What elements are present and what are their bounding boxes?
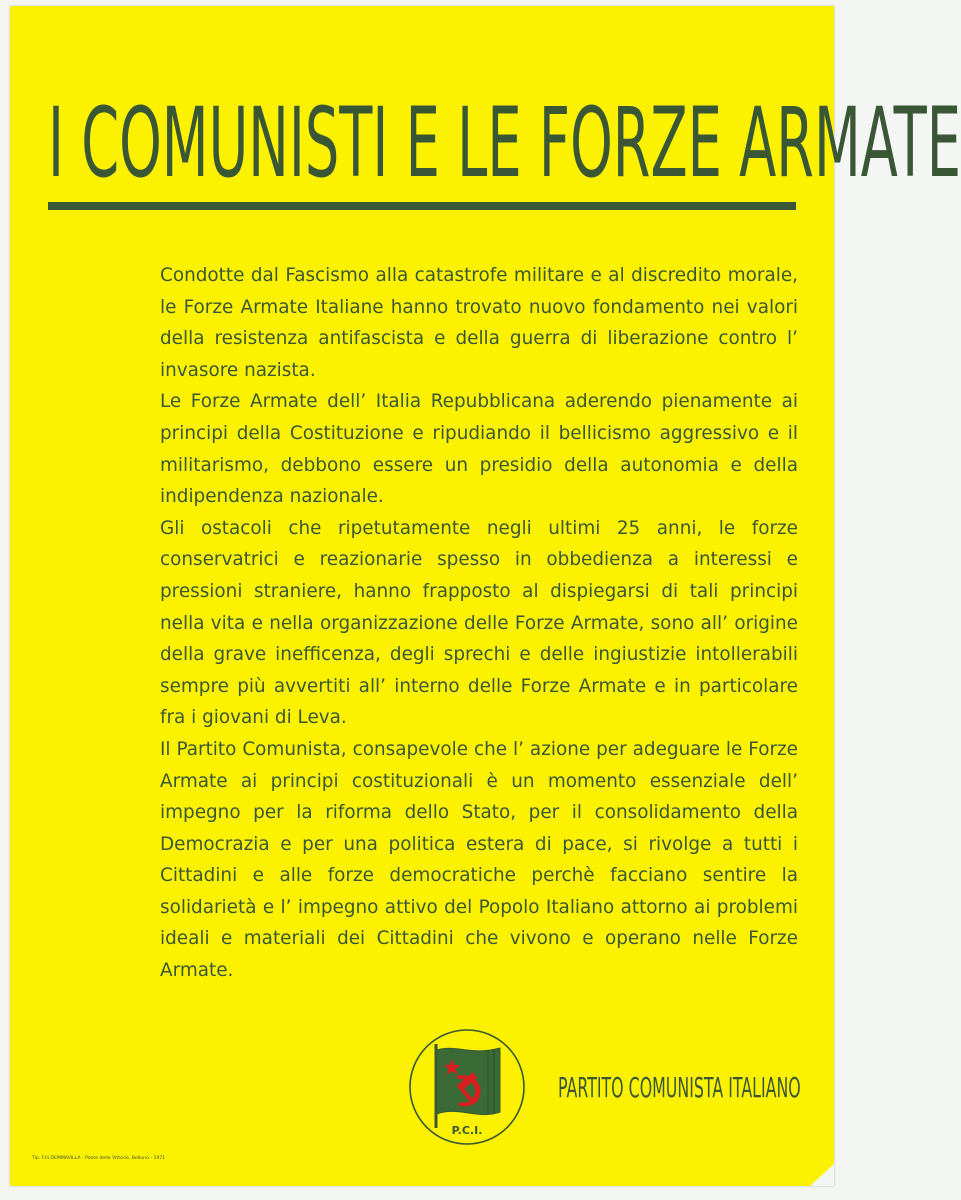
pci-emblem-icon [408, 1028, 526, 1146]
body-paragraph: Gli ostacoli che ripetutamente negli ultimi 25 anni, le forze conservatrici e reazionarie spesso in obbedienza a interessi e pressioni straniere, hanno frapposto al dispiegarsi di tali principi nella vita e nella organizzazione delle Forze Armate, sono all’ origine della grave inefficenza, degli sprechi e delle ingiustizie intollerabili sempre più avvertiti all’ interno delle Forze Armate e in particolare fra i giovani di Leva. [160, 517, 798, 729]
body-paragraph: Le Forze Armate dell’ Italia Repubblicana aderendo pienamente ai principi della Costituzione e ripudiando il bellicismo aggressivo e il militarismo, debbono essere un presidio della autonomia e della indipendenza nazionale. [160, 391, 798, 508]
printer-imprint: Tip. F.lli DEMMAVILLA - Ponte delle Vittorie, Belluno - 1971 [32, 1156, 166, 1161]
body-paragraph: Il Partito Comunista, consapevole che l’ azione per adeguare le Forze Armate ai principi costituzionali è un momento essenziale dell’ impegno per la riforma dello Stato, per il consolidamento della Democrazia e per una politica estera di pace, si rivolge a tutti i Cittadini e alle forze democratiche perchè facciano sentire la solidarietà e l’ impegno attivo del Popolo Italiano attorno ai problemi ideali e materiali dei Cittadini che vivono e operano nelle Forze Armate. [160, 738, 798, 982]
body-paragraph: Condotte dal Fascismo alla catastrofe militare e al discredito morale, le Forze Armate Italiane hanno trovato nuovo fondamento nei valori della resistenza antifascista e della guerra di liberazione contro l’ invasore nazista. [160, 265, 798, 381]
poster [10, 6, 961, 1186]
emblem-text: P.C.I. [451, 1124, 483, 1137]
party-name: PARTITO COMUNISTA ITALIANO [558, 1071, 801, 1104]
poster-body [160, 260, 798, 987]
title-underline [48, 202, 796, 210]
poster-title: I COMUNISTI E LE FORZE ARMATE [48, 87, 961, 199]
